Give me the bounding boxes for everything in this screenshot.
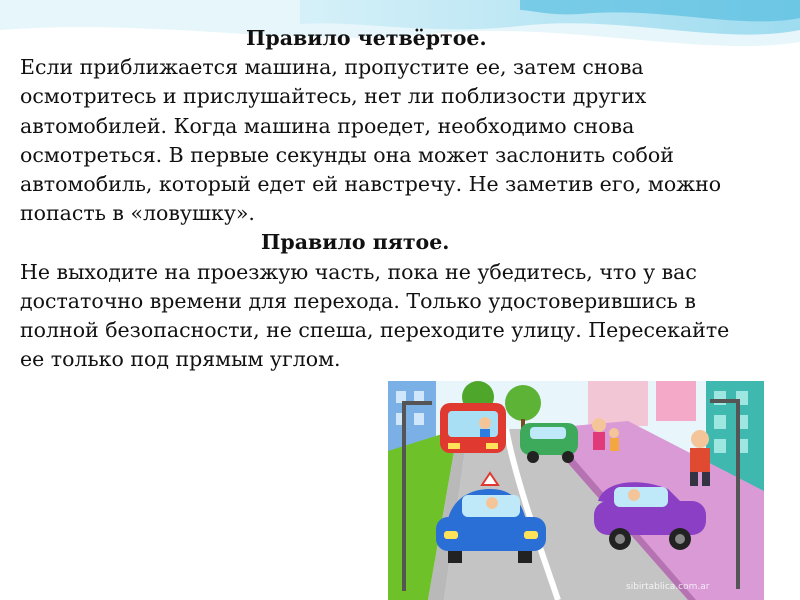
rule4-title: Правило четвёртое. [246,26,487,50]
rule4-line: осмотритесь и прислушайтесь, нет ли поблизости других [20,84,647,109]
rule5-line: достаточно времени для перехода. Только удостоверившись в [20,288,696,313]
rule5-line: полной безопасности, не спеша, переходите улицу. Пересекайте [20,318,730,343]
rule4-line: автомобиль, который едет ей навстречу. Не заметив его, можно [20,172,722,197]
street-illustration [388,381,764,600]
rule4-line: автомобилей. Когда машина проедет, необходимо снова [20,113,635,138]
pedestrian [691,430,709,448]
rule5-line: ее только под прямым углом. [20,347,341,372]
slide-text [20,24,790,374]
building [656,381,696,421]
watermark: sibirtablica.com.ar [626,582,710,592]
pedestrian [609,428,619,438]
tree [505,385,541,421]
pedestrian [592,418,606,432]
rule5-line: Не выходите на проезжую часть, пока не убедитесь, что у вас [20,259,697,284]
rule4-line: попасть в «ловушку». [20,201,255,226]
rule5-title: Правило пятое. [261,230,450,255]
rule4-line: осмотреться. В первые секунды она может заслонить собой [20,142,674,167]
rule4-line: Если приближается машина, пропустите ее, затем снова [20,55,644,80]
